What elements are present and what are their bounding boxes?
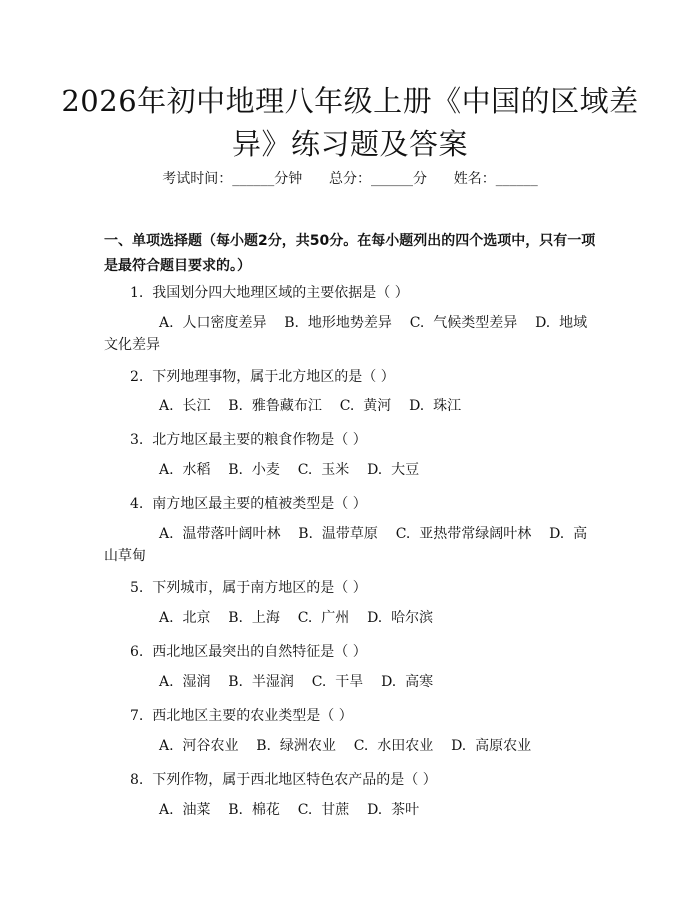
- question-5: 5. 下列城市，属于南方地区的是（ ）: [130, 580, 367, 596]
- question-8-options: A. 油菜 B. 棉花 C. 甘蔗 D. 茶叶: [159, 802, 420, 818]
- question-6: 6. 西北地区最突出的自然特征是（ ）: [130, 644, 367, 660]
- question-1: 1. 我国划分四大地理区域的主要依据是（ ）: [130, 285, 409, 301]
- question-3: 3. 北方地区最主要的粮食作物是（ ）: [130, 432, 367, 448]
- document-title: 2026年初中地理八年级上册《中国的区域差异》练习题及答案: [61, 84, 639, 161]
- question-2: 2. 下列地理事物，属于北方地区的是（ ）: [130, 369, 395, 385]
- question-2-options: A. 长江 B. 雅鲁藏布江 C. 黄河 D. 珠江: [159, 398, 462, 414]
- exam-info-line: 考试时间：______分钟 总分：______分 姓名：______: [162, 171, 538, 187]
- question-7-options: A. 河谷农业 B. 绿洲农业 C. 水田农业 D. 高原农业: [159, 738, 532, 754]
- question-5-options: A. 北京 B. 上海 C. 广州 D. 哈尔滨: [159, 610, 434, 626]
- question-1-options: A. 人口密度差异 B. 地形地势差异 C. 气候类型差异 D. 地域文化差异: [104, 315, 588, 353]
- question-3-options: A. 水稻 B. 小麦 C. 玉米 D. 大豆: [159, 462, 420, 478]
- question-7: 7. 西北地区主要的农业类型是（ ）: [130, 708, 353, 724]
- question-6-options: A. 湿润 B. 半湿润 C. 干旱 D. 高寒: [159, 674, 434, 690]
- question-4-options: A. 温带落叶阔叶林 B. 温带草原 C. 亚热带常绿阔叶林 D. 高山草甸: [104, 526, 588, 564]
- question-4: 4. 南方地区最主要的植被类型是（ ）: [130, 496, 367, 512]
- section-heading: 一、单项选择题（每小题2分，共50分。在每小题列出的四个选项中，只有一项是最符合题目要求的。）: [104, 233, 596, 274]
- question-8: 8. 下列作物，属于西北地区特色农产品的是（ ）: [130, 772, 437, 788]
